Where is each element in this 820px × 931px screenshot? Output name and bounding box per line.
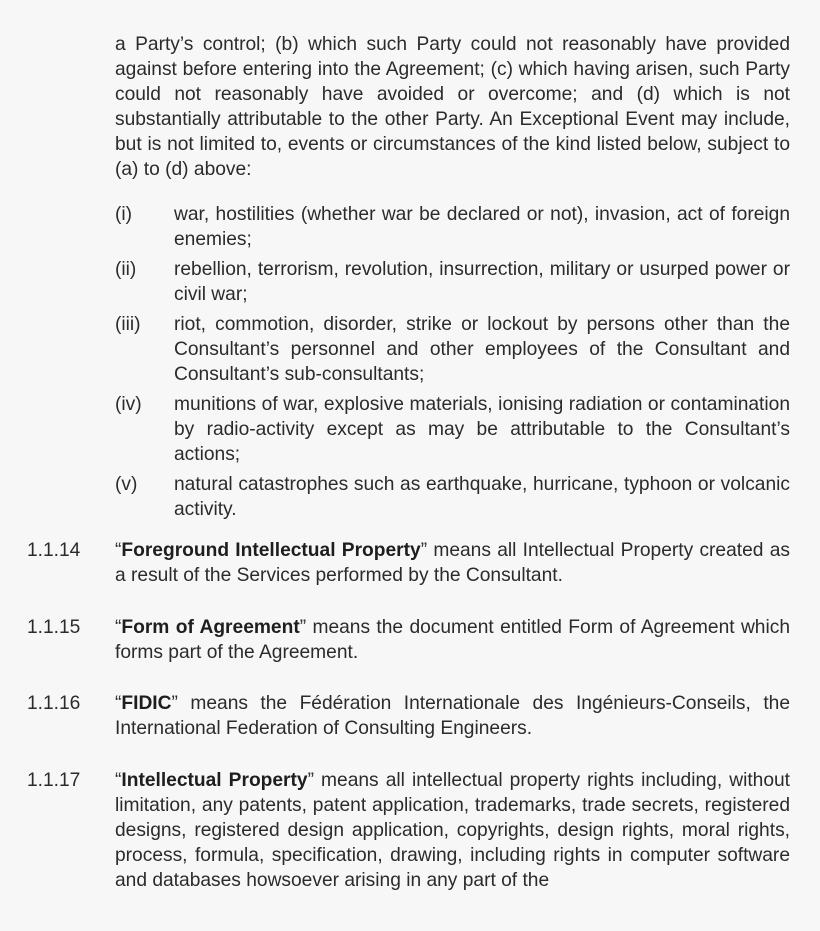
clause-text — [115, 538, 790, 588]
clause-definition: ” means all Intellectual Property created as a result of the Services performed by the Consultant. — [115, 540, 790, 586]
list-item-number: (i) — [115, 204, 133, 225]
list-item — [115, 312, 790, 387]
clause-number: 1.1.17 — [27, 770, 81, 791]
defined-term: FIDIC — [121, 693, 172, 714]
open-quote: “ — [115, 617, 122, 638]
clause-definition: ” means the document entitled Form of Agreement which forms part of the Agreement. — [115, 617, 791, 663]
list-item-text: riot, commotion, disorder, strike or lockout by persons other than the Consultant’s personnel and other employees of the Consultant and Consultant’s sub-consultants; — [174, 314, 790, 385]
defined-term: Foreground Intellectual Property — [121, 540, 421, 561]
list-item-text: natural catastrophes such as earthquake, hurricane, typhoon or volcanic activity. — [174, 474, 790, 520]
list-item-number: (v) — [115, 474, 138, 495]
open-quote: “ — [115, 693, 122, 714]
list-item-number: (ii) — [115, 259, 137, 280]
list-item-number: (iii) — [115, 314, 141, 335]
clause-text — [115, 768, 790, 890]
list-item — [115, 472, 790, 522]
clause-1-1-15 — [27, 615, 790, 665]
defined-term: Form of Agreement — [121, 617, 300, 638]
clause-number: 1.1.15 — [27, 617, 81, 638]
defined-term: Intellectual Property — [121, 770, 308, 791]
list-item — [115, 257, 790, 307]
clause-definition: ” means the Fédération Internationale des Ingénieurs-Conseils, the International Federation of Consulting Engineers. — [115, 693, 790, 739]
list-item-text: rebellion, terrorism, revolution, insurrection, military or usurped power or civil war; — [174, 259, 790, 305]
clause-text — [115, 691, 790, 741]
clause-number: 1.1.16 — [27, 693, 81, 714]
list-item — [115, 392, 790, 467]
clause-text — [115, 615, 790, 665]
list-item-text: war, hostilities (whether war be declared or not), invasion, act of foreign enemies; — [174, 204, 790, 250]
list-item — [115, 202, 790, 252]
clause-number: 1.1.14 — [27, 540, 81, 561]
list-item-text: munitions of war, explosive materials, ionising radiation or contamination by radio-activity except as may be attributable to the Consultant’s actions; — [174, 394, 790, 465]
open-quote: “ — [115, 770, 122, 791]
open-quote: “ — [115, 540, 122, 561]
clause-1-1-14 — [27, 538, 790, 588]
clause-definition: ” means all intellectual property rights including, without limitation, any patents, patent application, trademarks, trade secrets, registered designs, registered design application, copyrights, design rights, moral rights, process, formula, specification, drawing, including rights in computer software and databases howsoever arising in any part of the — [115, 770, 791, 890]
clause-1-1-17 — [27, 768, 790, 890]
clause-1-1-16 — [27, 691, 790, 741]
list-item-number: (iv) — [115, 394, 142, 415]
exceptional-event-list — [115, 202, 790, 527]
exceptional-event-intro: a Party’s control; (b) which such Party could not reasonably have provided against before entering into the Agreement; (c) which having arisen, such Party could not reasonably have avoided or overcome; and (d) which is not substantially attributable to the other Party. An Exceptional Event may include, but is not limited to, events or circumstances of the kind listed below, subject to (a) to (d) above: — [115, 34, 790, 180]
